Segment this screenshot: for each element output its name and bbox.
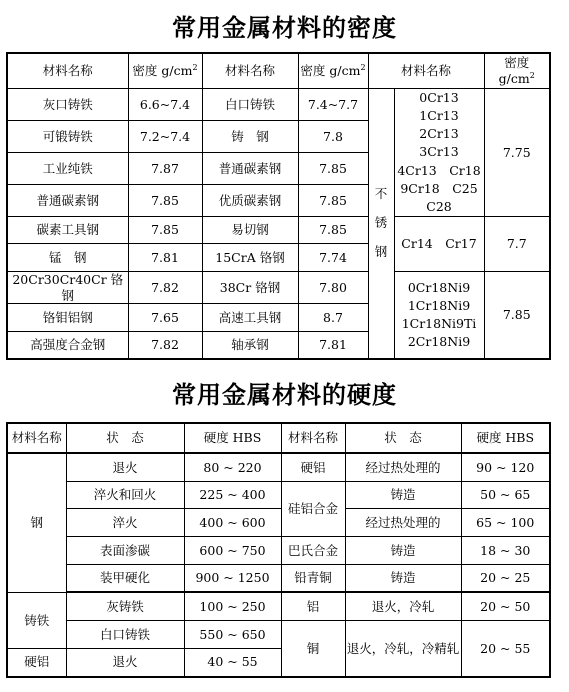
hbs-value: 600 ~ 750: [184, 537, 281, 565]
material-name: 铜: [281, 621, 345, 677]
table-row: [7, 621, 550, 649]
density-value: 7.85: [298, 216, 368, 244]
header-state: 状 态: [345, 423, 461, 453]
state-value: 白口铸铁: [66, 621, 184, 649]
material-name: 20Cr30Cr40Cr 铬钢: [7, 271, 128, 303]
hbs-value: 40 ~ 55: [184, 648, 281, 676]
header-state: 状 态: [66, 423, 184, 453]
state-value: 淬火和回火: [66, 481, 184, 509]
header-hbs: 硬度 HBS: [461, 423, 550, 453]
header-name: 材料名称: [7, 423, 66, 453]
density-value: 7.82: [128, 331, 202, 359]
hbs-value: 400 ~ 600: [184, 509, 281, 537]
material-name: 硬铝: [281, 453, 345, 481]
header-density: 密度 $g/cm^2$: [298, 53, 368, 89]
hardness-header-row: [7, 423, 550, 453]
state-value: 经过热处理的: [345, 453, 461, 481]
hbs-value: 80 ~ 220: [184, 453, 281, 481]
density-value: 7.4~7.7: [298, 89, 368, 121]
material-name: 硅铝合金: [281, 481, 345, 536]
stainless-label: 不 锈 钢: [368, 89, 394, 360]
density-title: 常用金属材料的密度: [172, 14, 397, 42]
density-value: 6.6~7.4: [128, 89, 202, 121]
density-value: 7.81: [298, 331, 368, 359]
density-value: 7.2~7.4: [128, 120, 202, 152]
material-name: 钢: [7, 453, 66, 592]
material-name: 锰 钢: [7, 244, 128, 272]
stainless-group-2: Cr14 Cr17: [394, 216, 484, 271]
header-name: 材料名称: [7, 53, 128, 89]
hbs-value: 225 ~ 400: [184, 481, 281, 509]
state-value: 退火，冷轧: [345, 592, 461, 620]
material-name: 铬钼铝钢: [7, 304, 128, 332]
hardness-table: [6, 422, 551, 678]
state-value: 淬火: [66, 509, 184, 537]
header-density: 密度 $g/cm^2$: [484, 53, 550, 89]
material-name: 铝: [281, 592, 345, 620]
hbs-value: 550 ~ 650: [184, 621, 281, 649]
density-value: 8.7: [298, 304, 368, 332]
material-name: 15CrA 铬钢: [202, 244, 298, 272]
hbs-value: 20 ~ 55: [461, 621, 550, 677]
hbs-value: 18 ~ 30: [461, 537, 550, 565]
header-name: 材料名称: [368, 53, 484, 89]
state-value: 退火: [66, 453, 184, 481]
material-name: 普通碳素钢: [7, 184, 128, 216]
density-value: 7.8: [298, 120, 368, 152]
density-value: 7.85: [298, 152, 368, 184]
table-row: [7, 89, 550, 121]
state-value: 铸造: [345, 537, 461, 565]
state-value: 装甲硬化: [66, 564, 184, 592]
state-value: 灰铸铁: [66, 592, 184, 620]
state-value: 退火: [66, 648, 184, 676]
density-value: 7.81: [128, 244, 202, 272]
density-value: 7.74: [298, 244, 368, 272]
hbs-value: 20 ~ 50: [461, 592, 550, 620]
material-name: 工业纯铁: [7, 152, 128, 184]
material-name: 铸铁: [7, 592, 66, 648]
density-value: 7.87: [128, 152, 202, 184]
density-value: 7.80: [298, 271, 368, 303]
table-row: [7, 537, 550, 565]
material-name: 优质碳素钢: [202, 184, 298, 216]
header-name: 材料名称: [281, 423, 345, 453]
table-row: [7, 564, 550, 592]
table-row: [7, 271, 550, 303]
material-name: 白口铸铁: [202, 89, 298, 121]
table-row: [7, 453, 550, 481]
density-value: 7.82: [128, 271, 202, 303]
hardness-title: 常用金属材料的硬度: [172, 381, 397, 409]
material-name: 铸 钢: [202, 120, 298, 152]
material-name: 普通碳素钢: [202, 152, 298, 184]
table-row: [7, 509, 550, 537]
state-value: 经过热处理的: [345, 509, 461, 537]
header-hbs: 硬度 HBS: [184, 423, 281, 453]
material-name: 高速工具钢: [202, 304, 298, 332]
hbs-value: 100 ~ 250: [184, 592, 281, 620]
state-value: 铸造: [345, 564, 461, 592]
density-value: 7.7: [484, 216, 550, 271]
density-value: 7.85: [128, 216, 202, 244]
stainless-group-1: 0Cr13 1Cr13 2Cr13 3Cr13 4Cr13 Cr18 9Cr18 C25 C28: [394, 89, 484, 217]
hbs-value: 90 ~ 120: [461, 453, 550, 481]
header-name: 材料名称: [202, 53, 298, 89]
material-name: 硬铝: [7, 648, 66, 676]
material-name: 灰口铸铁: [7, 89, 128, 121]
stainless-group-3: 0Cr18Ni9 1Cr18Ni9 1Cr18Ni9Ti 2Cr18Ni9: [394, 271, 484, 359]
density-header-row: [7, 53, 550, 89]
density-value: 7.85: [128, 184, 202, 216]
material-name: 轴承钢: [202, 331, 298, 359]
density-value: 7.65: [128, 304, 202, 332]
material-name: 38Cr 铬钢: [202, 271, 298, 303]
state-value: 铸造: [345, 481, 461, 509]
state-value: 表面渗碳: [66, 537, 184, 565]
hbs-value: 20 ~ 25: [461, 564, 550, 592]
material-name: 可锻铸铁: [7, 120, 128, 152]
material-name: 高强度合金钢: [7, 331, 128, 359]
material-name: 易切钢: [202, 216, 298, 244]
table-row: [7, 216, 550, 244]
density-value: 7.75: [484, 89, 550, 217]
material-name: 巴氏合金: [281, 537, 345, 565]
material-name: 铅青铜: [281, 564, 345, 592]
density-value: 7.85: [298, 184, 368, 216]
state-value: 退火，冷轧，冷精轧: [345, 621, 461, 677]
header-density: 密度 $g/cm^2$: [128, 53, 202, 89]
density-table: [6, 52, 551, 360]
table-row: [7, 481, 550, 509]
hbs-value: 50 ~ 65: [461, 481, 550, 509]
hbs-value: 65 ~ 100: [461, 509, 550, 537]
material-name: 碳素工具钢: [7, 216, 128, 244]
hbs-value: 900 ~ 1250: [184, 564, 281, 592]
density-value: 7.85: [484, 271, 550, 359]
table-row: [7, 592, 550, 620]
